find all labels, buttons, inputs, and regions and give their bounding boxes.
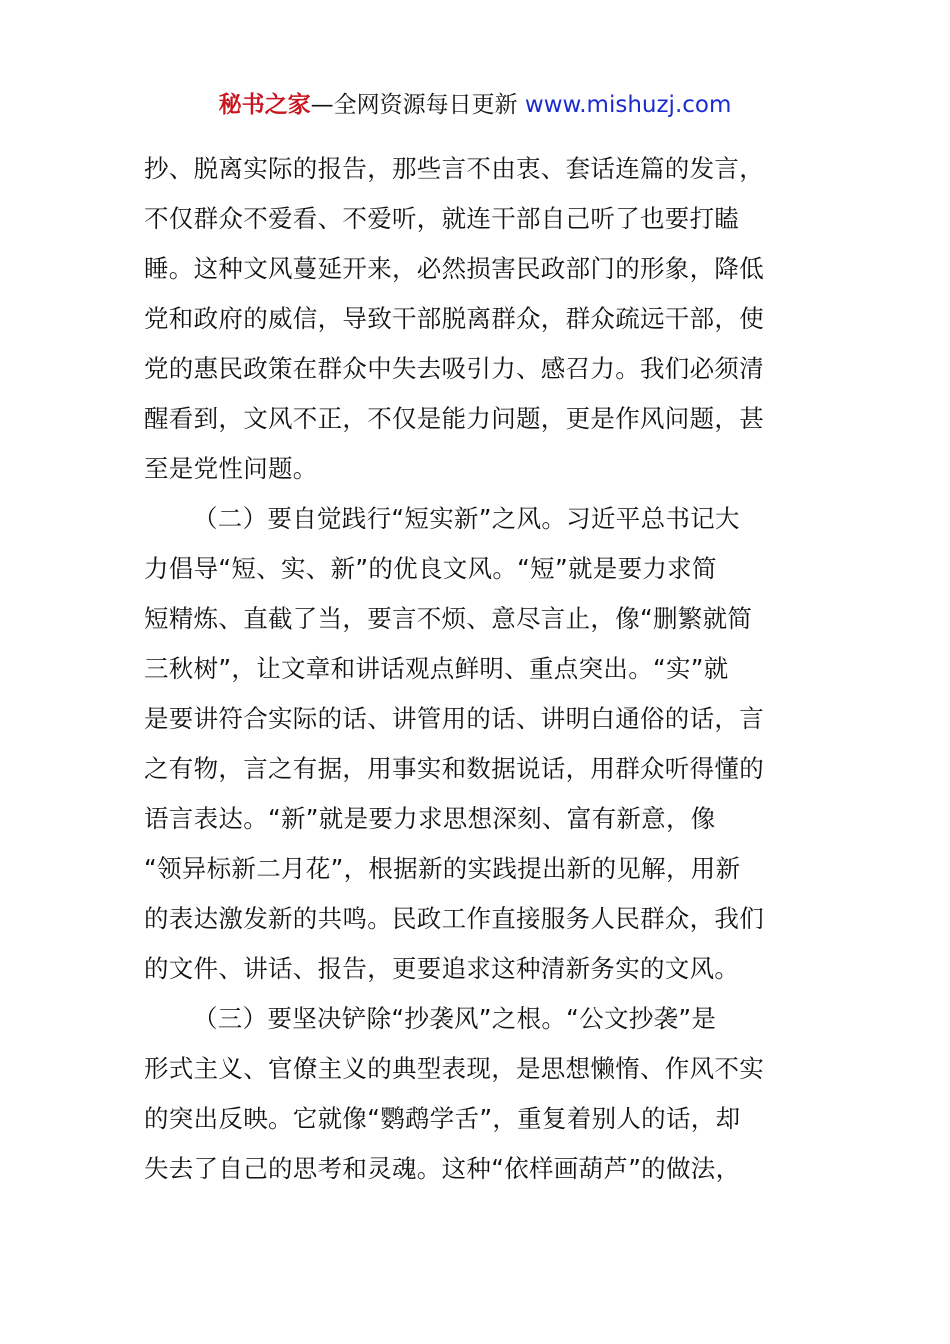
text-line: 语言表达。“新”就是要力求思想深刻、富有新意，像 bbox=[144, 804, 716, 833]
paragraph-start-line: （二）要自觉践行“短实新”之风。习近平总书记大 bbox=[193, 504, 740, 533]
text-line: 的文件、讲话、报告，更要追求这种清新务实的文风。 bbox=[144, 954, 740, 983]
text-line: 三秋树”，让文章和讲话观点鲜明、重点突出。“实”就 bbox=[144, 654, 729, 683]
text-line: 是要讲符合实际的话、讲管用的话、讲明白通俗的话，言 bbox=[144, 704, 764, 733]
text-line: 的表达激发新的共鸣。民政工作直接服务人民群众，我们 bbox=[144, 904, 764, 933]
text-line: 形式主义、官僚主义的典型表现，是思想懒惰、作风不实 bbox=[144, 1054, 764, 1083]
text-line: 失去了自己的思考和灵魂。这种“依样画葫芦”的做法， bbox=[144, 1154, 741, 1183]
brand-name: 秘书之家 bbox=[218, 92, 311, 118]
text-line: 短精炼、直截了当，要言不烦、意尽言止，像“删繁就简 bbox=[144, 604, 753, 633]
text-line: 至是党性问题。 bbox=[144, 454, 318, 483]
text-line: 睡。这种文风蔓延开来，必然损害民政部门的形象，降低 bbox=[144, 254, 764, 283]
text-line: 党和政府的威信，导致干部脱离群众，群众疏远干部，使 bbox=[144, 304, 764, 333]
header-tagline: —全网资源每日更新 bbox=[310, 92, 518, 118]
text-line: 力倡导“短、实、新”的优良文风。“短”就是要力求简 bbox=[144, 554, 717, 583]
paragraph-start-line: （三）要坚决铲除“抄袭风”之根。“公文抄袭”是 bbox=[193, 1004, 717, 1033]
text-line: “领异标新二月花”，根据新的实践提出新的见解，用新 bbox=[144, 854, 741, 883]
text-line: 醒看到，文风不正，不仅是能力问题，更是作风问题，甚 bbox=[144, 404, 764, 433]
site-url-link[interactable]: www.mishuzj.com bbox=[524, 92, 732, 118]
text-line: 党的惠民政策在群众中失去吸引力、感召力。我们必须清 bbox=[144, 354, 764, 383]
text-line: 之有物，言之有据，用事实和数据说话，用群众听得懂的 bbox=[144, 754, 764, 783]
site-header bbox=[0, 88, 950, 122]
text-line: 不仅群众不爱看、不爱听，就连干部自己听了也要打瞌 bbox=[144, 204, 740, 233]
text-line: 的突出反映。它就像“鹦鹉学舌”，重复着别人的话，却 bbox=[144, 1104, 741, 1133]
text-line: 抄、脱离实际的报告，那些言不由衷、套话连篇的发言， bbox=[144, 154, 764, 183]
document-body bbox=[144, 144, 808, 1194]
